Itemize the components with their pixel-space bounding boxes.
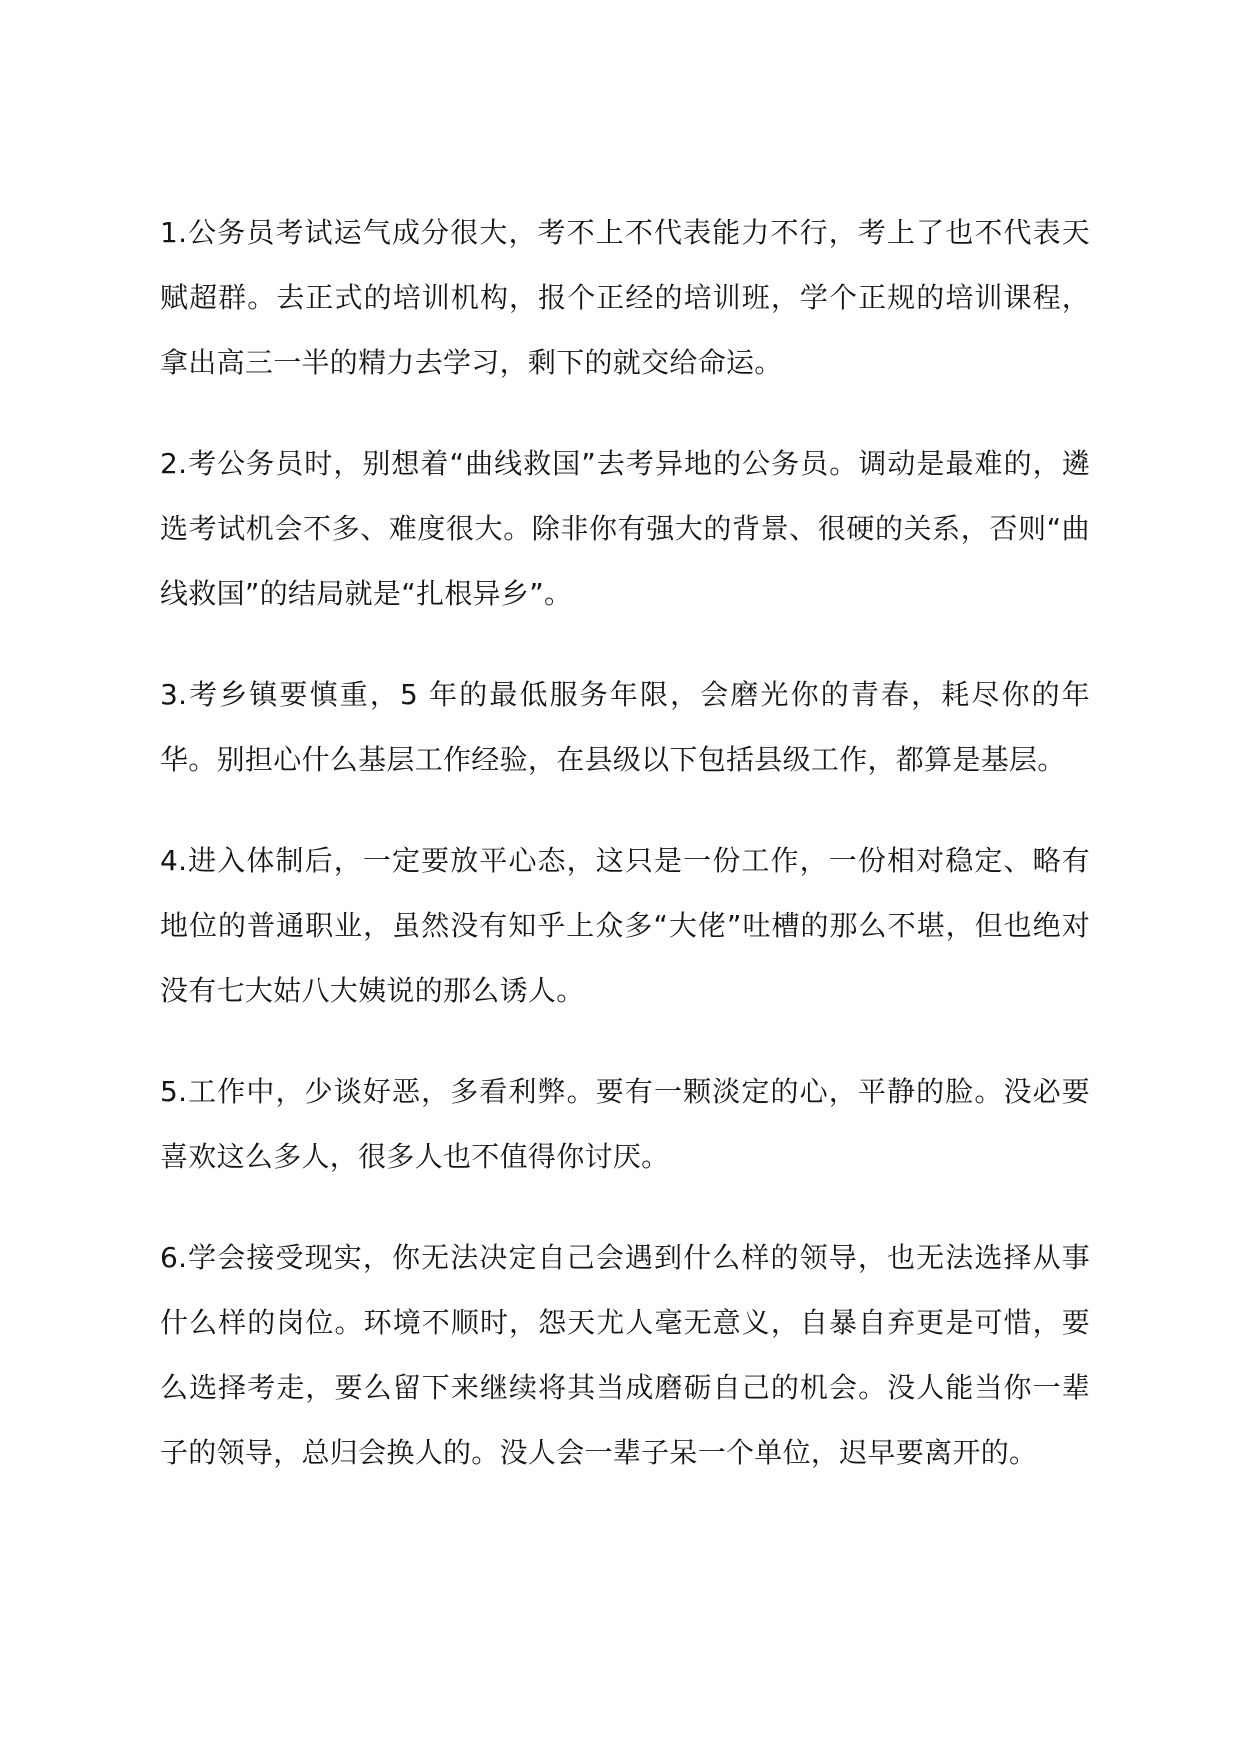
paragraph-1: 1.公务员考试运气成分很大，考不上不代表能力不行，考上了也不代表天赋超群。去正式的培训机构，报个正经的培训班，学个正规的培训课程，拿出高三一半的精力去学习，剩下的就交给命运。 (160, 216, 1090, 379)
paragraph-4: 4.进入体制后，一定要放平心态，这只是一份工作，一份相对稳定、略有地位的普通职业，虽然没有知乎上众多“大佬”吐槽的那么不堪，但也绝对没有七大姑八大姨说的那么诱人。 (160, 844, 1090, 1007)
paragraph-2: 2.考公务员时，别想着“曲线救国”去考异地的公务员。调动是最难的，遴选考试机会不多、难度很大。除非你有强大的背景、很硬的关系，否则“曲线救国”的结局就是“扎根异乡”。 (160, 447, 1090, 610)
paragraph-5: 5.工作中，少谈好恶，多看利弊。要有一颗淡定的心，平静的脸。没必要喜欢这么多人，很多人也不值得你讨厌。 (160, 1075, 1090, 1173)
document-body (160, 200, 1090, 1521)
paragraph-3: 3.考乡镇要慎重，5 年的最低服务年限，会磨光你的青春，耗尽你的年华。别担心什么基层工作经验，在县级以下包括县级工作，都算是基层。 (160, 678, 1090, 776)
paragraph-6: 6.学会接受现实，你无法决定自己会遇到什么样的领导，也无法选择从事什么样的岗位。环境不顺时，怨天尤人毫无意义，自暴自弃更是可惜，要么选择考走，要么留下来继续将其当成磨砺自己的机会。没人能当你一辈子的领导，总归会换人的。没人会一辈子呆一个单位，迟早要离开的。 (160, 1241, 1090, 1469)
